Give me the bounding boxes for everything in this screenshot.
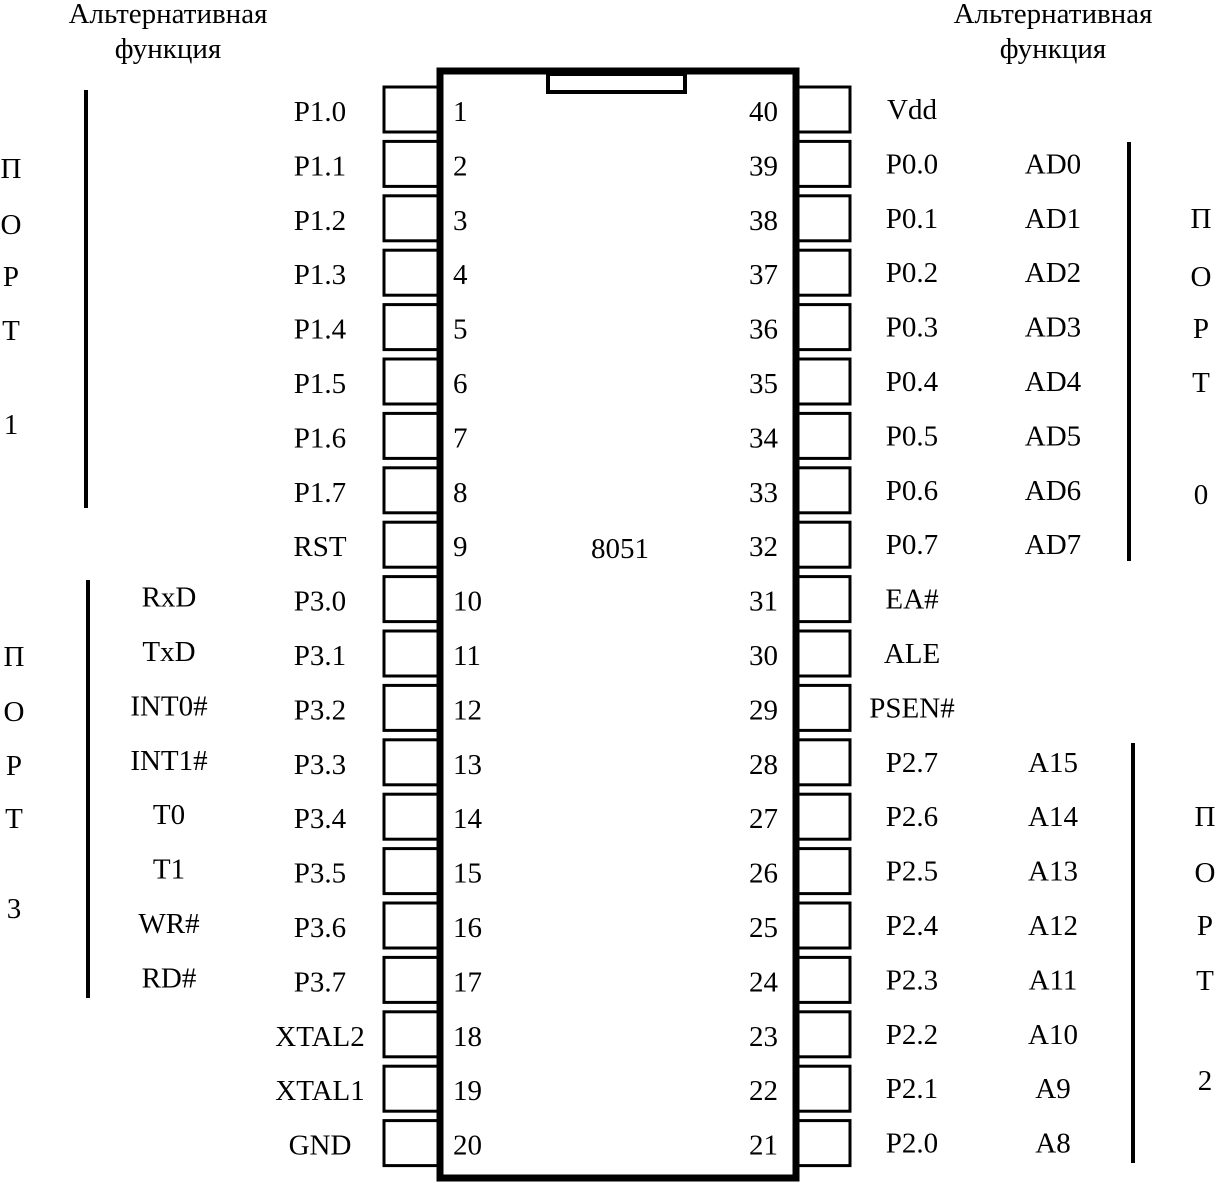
port1-label-char-2: О bbox=[0, 209, 22, 241]
pin-4-name-p13: P1.3 bbox=[293, 259, 347, 292]
pin-39-alt-function: AD0 bbox=[1024, 148, 1082, 181]
pin-29-name-psen: PSEN# bbox=[869, 692, 955, 725]
pin-38-name-p01: P0.1 bbox=[885, 202, 939, 235]
pin-34-pad bbox=[798, 413, 850, 458]
pin-22-number: 22 bbox=[749, 1075, 778, 1108]
pin-31-name-ea: EA# bbox=[885, 583, 939, 616]
pin-21-number: 21 bbox=[749, 1129, 778, 1162]
pin-2-pad bbox=[384, 141, 438, 186]
port0-label-char-2: О bbox=[1190, 261, 1212, 293]
pin-37-alt-function: AD2 bbox=[1024, 257, 1082, 290]
pin-33-alt-function: AD6 bbox=[1024, 474, 1082, 507]
pin-11-number: 11 bbox=[453, 640, 481, 672]
pin-27-name-p26: P2.6 bbox=[885, 801, 939, 834]
left-alt-function-header-line2: функция bbox=[114, 33, 222, 65]
pin-7-pad bbox=[384, 413, 438, 458]
pin-9-number: 9 bbox=[453, 531, 468, 564]
pin-1-name-p10: P1.0 bbox=[293, 96, 347, 128]
pin-24-alt-function: A11 bbox=[1028, 964, 1078, 997]
pin-12-name-p32: P3.2 bbox=[293, 694, 347, 727]
pin-3-pad bbox=[384, 196, 438, 241]
pin-26-pad bbox=[798, 849, 850, 894]
pin-11-name-p31: P3.1 bbox=[293, 640, 347, 672]
pin-11-pad bbox=[384, 631, 438, 676]
port2-label-char-5: 2 bbox=[1197, 1065, 1213, 1097]
pin-16-name-p36: P3.6 bbox=[293, 912, 347, 944]
left-pin-column bbox=[130, 87, 482, 1166]
pin-26-name-p25: P2.5 bbox=[885, 855, 939, 888]
pin-1-number: 1 bbox=[453, 96, 468, 128]
pin-19-pad bbox=[384, 1066, 438, 1111]
pin-10-number: 10 bbox=[453, 585, 482, 618]
pin-18-pad bbox=[384, 1012, 438, 1057]
pin-12-number: 12 bbox=[453, 694, 482, 727]
pin-8-name-p17: P1.7 bbox=[293, 476, 347, 509]
port1-label-char-3: Р bbox=[2, 261, 20, 293]
pin-7-name-p16: P1.6 bbox=[293, 422, 347, 455]
pin-3-number: 3 bbox=[453, 204, 468, 237]
pin-39-pad bbox=[798, 141, 850, 186]
pin-19-number: 19 bbox=[453, 1075, 482, 1108]
pin-20-number: 20 bbox=[453, 1129, 482, 1162]
pin-37-number: 37 bbox=[749, 259, 778, 292]
pin-36-name-p03: P0.3 bbox=[885, 311, 939, 344]
pin-4-pad bbox=[384, 250, 438, 295]
pin-30-name-ale: ALE bbox=[883, 638, 941, 670]
port0-label-char-5: 0 bbox=[1193, 479, 1209, 511]
pin-15-number: 15 bbox=[453, 857, 482, 890]
pin-13-name-p33: P3.3 bbox=[293, 748, 347, 781]
right-alt-function-header-line1: Альтернативная bbox=[953, 0, 1153, 30]
pin-21-alt-function: A8 bbox=[1035, 1127, 1071, 1160]
pin-27-pad bbox=[798, 794, 850, 839]
pin-35-number: 35 bbox=[749, 368, 778, 400]
pin-9-pad bbox=[384, 522, 438, 567]
pin-28-name-p27: P2.7 bbox=[885, 746, 939, 779]
pin-29-number: 29 bbox=[749, 694, 778, 727]
pin-13-alt-function: INT1# bbox=[130, 744, 208, 777]
pin-35-name-p04: P0.4 bbox=[885, 366, 939, 398]
port2-label-char-1: П bbox=[1194, 801, 1216, 833]
pin-13-pad bbox=[384, 740, 438, 785]
pin-20-pad bbox=[384, 1121, 438, 1166]
pin-17-name-p37: P3.7 bbox=[293, 966, 347, 999]
pin-6-pad bbox=[384, 359, 438, 404]
pin-39-name-p00: P0.0 bbox=[885, 148, 939, 181]
pin-36-alt-function: AD3 bbox=[1024, 311, 1082, 344]
pin-25-alt-function: A12 bbox=[1028, 910, 1078, 942]
pin-5-name-p14: P1.4 bbox=[293, 313, 347, 346]
pin-17-pad bbox=[384, 957, 438, 1002]
port3-label-char-3: Р bbox=[5, 750, 23, 782]
pin-3-name-p12: P1.2 bbox=[293, 204, 347, 237]
pin-18-name-xtal2: XTAL2 bbox=[275, 1020, 365, 1053]
pin-23-number: 23 bbox=[749, 1020, 778, 1053]
pin-33-name-p06: P0.6 bbox=[885, 474, 939, 507]
port0-label-char-1: П bbox=[1190, 203, 1212, 235]
pin-24-pad bbox=[798, 957, 850, 1002]
pin-35-pad bbox=[798, 359, 850, 404]
pin-23-name-p22: P2.2 bbox=[885, 1018, 939, 1051]
pin-38-number: 38 bbox=[749, 204, 778, 237]
pin-37-name-p02: P0.2 bbox=[885, 257, 939, 290]
port2-label-char-2: О bbox=[1194, 857, 1216, 889]
chip-notch bbox=[548, 74, 685, 92]
pin-25-pad bbox=[798, 903, 850, 948]
pin-26-alt-function: A13 bbox=[1028, 855, 1078, 888]
pin-39-number: 39 bbox=[749, 150, 778, 183]
pin-16-alt-function: WR# bbox=[138, 908, 200, 940]
pin-17-number: 17 bbox=[453, 966, 482, 999]
pin-10-name-p30: P3.0 bbox=[293, 585, 347, 618]
pin-21-pad bbox=[798, 1121, 850, 1166]
pin-32-number: 32 bbox=[749, 531, 778, 564]
pin-31-pad bbox=[798, 577, 850, 622]
pin-27-number: 27 bbox=[749, 803, 778, 836]
pin-28-pad bbox=[798, 740, 850, 785]
chip-label: 8051 bbox=[591, 533, 649, 565]
pin-7-number: 7 bbox=[453, 422, 468, 455]
pin-10-alt-function: RxD bbox=[141, 581, 197, 614]
pin-22-alt-function: A9 bbox=[1035, 1073, 1071, 1106]
pin-30-pad bbox=[798, 631, 850, 676]
pin-38-alt-function: AD1 bbox=[1024, 202, 1082, 235]
pin-32-pad bbox=[798, 522, 850, 567]
pin-2-number: 2 bbox=[453, 150, 468, 183]
pin-35-alt-function: AD4 bbox=[1024, 366, 1082, 398]
port0-label-char-4: Т bbox=[1192, 367, 1210, 399]
pin-26-number: 26 bbox=[749, 857, 778, 890]
pin-23-pad bbox=[798, 1012, 850, 1057]
port2-label-char-4: Т bbox=[1196, 965, 1214, 997]
pin-9-name-rst: RST bbox=[293, 531, 347, 564]
pin-2-name-p11: P1.1 bbox=[293, 150, 347, 183]
pin-17-alt-function: RD# bbox=[141, 962, 197, 995]
right-alt-function-header-line2: функция bbox=[999, 33, 1107, 65]
pin-27-alt-function: A14 bbox=[1028, 801, 1078, 834]
port0-label-char-3: Р bbox=[1192, 313, 1210, 345]
pin-25-name-p24: P2.4 bbox=[885, 910, 939, 942]
pin-15-pad bbox=[384, 849, 438, 894]
pin-28-alt-function: A15 bbox=[1028, 746, 1078, 779]
port3-label-char-2: О bbox=[3, 696, 25, 728]
chip-body bbox=[440, 71, 796, 1178]
pin-33-number: 33 bbox=[749, 476, 778, 509]
pin-15-alt-function: T1 bbox=[152, 853, 186, 886]
pin-22-pad bbox=[798, 1066, 850, 1111]
pin-20-name-gnd: GND bbox=[288, 1129, 352, 1162]
pin-5-number: 5 bbox=[453, 313, 468, 346]
port3-label-char-1: П bbox=[3, 641, 25, 673]
pin-5-pad bbox=[384, 305, 438, 350]
pin-38-pad bbox=[798, 196, 850, 241]
pin-18-number: 18 bbox=[453, 1020, 482, 1053]
port1-label-char-1: П bbox=[0, 153, 22, 185]
pin-10-pad bbox=[384, 577, 438, 622]
pin-14-number: 14 bbox=[453, 803, 482, 836]
pin-4-number: 4 bbox=[453, 259, 468, 292]
pin-12-alt-function: INT0# bbox=[130, 690, 208, 723]
pin-6-name-p15: P1.5 bbox=[293, 368, 347, 400]
pin-8-pad bbox=[384, 468, 438, 513]
pin-14-name-p34: P3.4 bbox=[293, 803, 347, 836]
pin-24-number: 24 bbox=[749, 966, 778, 999]
port2-label-char-3: Р bbox=[1196, 910, 1214, 942]
pin-30-number: 30 bbox=[749, 640, 778, 672]
pin-14-pad bbox=[384, 794, 438, 839]
pin-14-alt-function: T0 bbox=[152, 799, 186, 832]
pin-40-number: 40 bbox=[749, 96, 778, 128]
pin-28-number: 28 bbox=[749, 748, 778, 781]
pin-37-pad bbox=[798, 250, 850, 295]
pin-36-pad bbox=[798, 305, 850, 350]
port3-label-char-5: 3 bbox=[6, 893, 22, 925]
pin-40-name-vdd: Vdd bbox=[887, 94, 937, 126]
port1-label-char-4: Т bbox=[2, 315, 20, 347]
pin-16-number: 16 bbox=[453, 912, 482, 944]
pin-23-alt-function: A10 bbox=[1028, 1018, 1078, 1051]
pin-16-pad bbox=[384, 903, 438, 948]
pin-32-alt-function: AD7 bbox=[1024, 529, 1082, 562]
pin-21-name-p20: P2.0 bbox=[885, 1127, 939, 1160]
port3-label-char-4: Т bbox=[5, 803, 23, 835]
pin-25-number: 25 bbox=[749, 912, 778, 944]
pin-22-name-p21: P2.1 bbox=[885, 1073, 939, 1106]
pin-12-pad bbox=[384, 685, 438, 730]
pin-34-name-p05: P0.5 bbox=[885, 420, 939, 453]
pin-34-number: 34 bbox=[749, 422, 778, 455]
pin-19-name-xtal1: XTAL1 bbox=[275, 1075, 365, 1108]
pin-34-alt-function: AD5 bbox=[1024, 420, 1082, 453]
pin-24-name-p23: P2.3 bbox=[885, 964, 939, 997]
pin-32-name-p07: P0.7 bbox=[885, 529, 939, 562]
pin-11-alt-function: TxD bbox=[142, 636, 196, 668]
pin-40-pad bbox=[798, 87, 850, 132]
pin-8-number: 8 bbox=[453, 476, 468, 509]
pin-36-number: 36 bbox=[749, 313, 778, 346]
pin-6-number: 6 bbox=[453, 368, 468, 400]
pin-33-pad bbox=[798, 468, 850, 513]
pin-15-name-p35: P3.5 bbox=[293, 857, 347, 890]
port1-label-char-5: 1 bbox=[3, 409, 19, 441]
pin-1-pad bbox=[384, 87, 438, 132]
left-alt-function-header-line1: Альтернативная bbox=[68, 0, 268, 30]
pin-13-number: 13 bbox=[453, 748, 482, 781]
pin-29-pad bbox=[798, 685, 850, 730]
pin-31-number: 31 bbox=[749, 585, 778, 618]
